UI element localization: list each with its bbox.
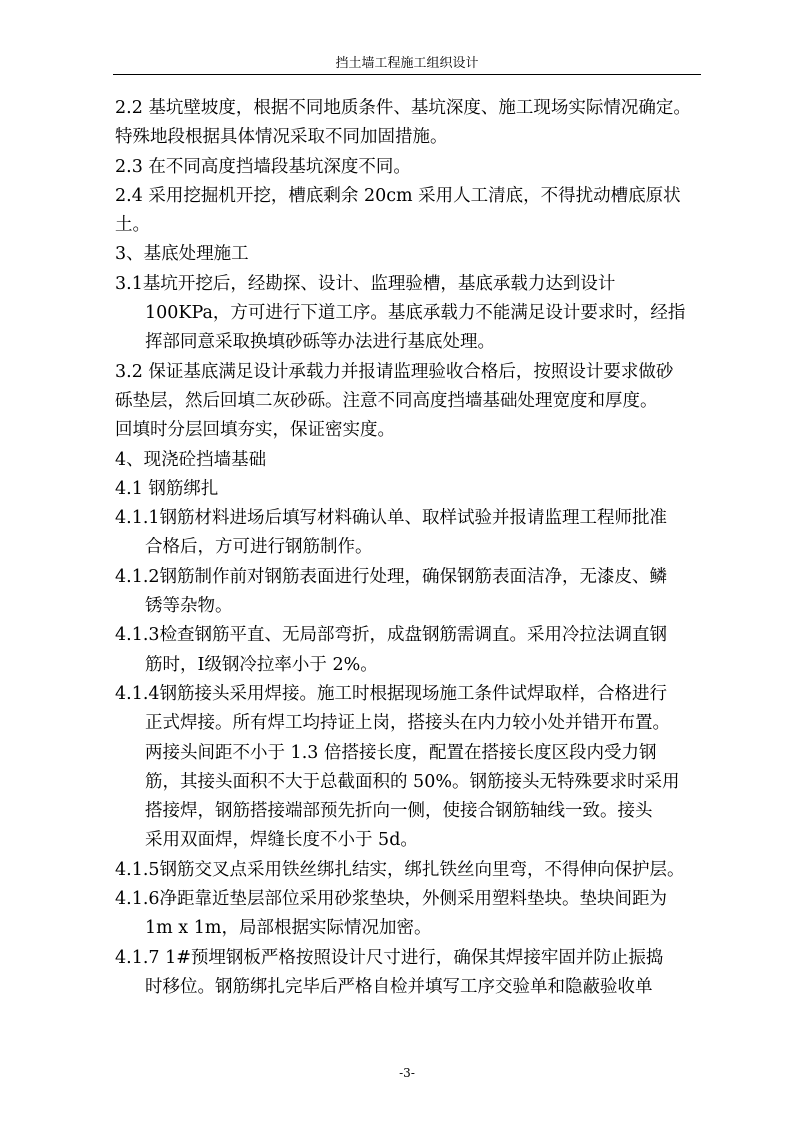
page-number: -3- [399,1066,415,1080]
paragraph-line: 搭接焊，钢筋搭接端部预先折向一侧，使接合钢筋轴线一致。接头 [145,801,653,822]
paragraph-line: 2.4 采用挖掘机开挖，槽底剩余 20cm 采用人工清底，不得扰动槽底原状 [115,185,681,206]
paragraph-line: 4.1.3检查钢筋平直、无局部弯折，成盘钢筋需调直。采用冷拉法调直钢 [115,625,668,646]
header-divider [113,74,701,75]
paragraph-line: 合格后，方可进行钢筋制作。 [145,537,373,558]
paragraph-line: 土。 [115,215,150,236]
paragraph-line: 筋时，Ⅰ级钢冷拉率小于 2%。 [145,654,378,675]
paragraph-line: 时移位。钢筋绑扎完毕后严格自检并填写工序交验单和隐蔽验收单 [145,976,653,997]
section-heading: 3、基底处理施工 [115,244,249,265]
paragraph-line: 4.1.2钢筋制作前对钢筋表面进行处理，确保钢筋表面洁净，无漆皮、鳞 [115,566,668,587]
document-body [115,94,699,1002]
paragraph-line: 3.1基坑开挖后，经勘探、设计、监理验槽，基底承载力达到设计 [115,273,616,294]
paragraph-line: 2.3 在不同高度挡墙段基坑深度不同。 [115,156,411,177]
paragraph-line: 4.1.1钢筋材料进场后填写材料确认单、取样试验并报请监理工程师批准 [115,508,668,529]
paragraph-line: 筋，其接头面积不大于总截面积的 50%。钢筋接头无特殊要求时采用 [145,771,680,792]
paragraph-line: 4.1.4钢筋接头采用焊接。施工时根据现场施工条件试焊取样，合格进行 [115,683,668,704]
paragraph-line: 特殊地段根据具体情况采取不同加固措施。 [115,127,448,148]
page-header-title: 挡土墙工程施工组织设计 [335,56,479,71]
paragraph-line: 挥部同意采取换填砂砾等办法进行基底处理。 [145,332,495,353]
paragraph-line: 3.2 保证基底满足设计承载力并报请监理验收合格后，按照设计要求做砂 [115,361,674,382]
paragraph-line: 正式焊接。所有焊工均持证上岗，搭接头在内力较小处并错开布置。 [145,713,670,734]
paragraph-line: 1m x 1m，局部根据实际情况加密。 [145,918,432,939]
paragraph-line: 4.1.7 1#预埋钢板严格按照设计尺寸进行，确保其焊接牢固并防止振捣 [115,947,664,968]
paragraph-line: 4.1.6净距靠近垫层部位采用砂浆垫块，外侧采用塑料垫块。垫块间距为 [115,889,668,910]
paragraph-line: 4.1.5钢筋交叉点采用铁丝绑扎结实，绑扎铁丝向里弯，不得伸向保护层。 [115,859,685,880]
paragraph-line: 2.2 基坑壁坡度，根据不同地质条件、基坑深度、施工现场实际情况确定。 [115,98,691,118]
subsection-heading: 4.1 钢筋绑扎 [115,478,219,499]
paragraph-line: 回填时分层回填夯实，保证密实度。 [115,420,395,441]
paragraph-line: 砾垫层，然后回填二灰砂砾。注意不同高度挡墙基础处理宽度和厚度。 [115,390,658,411]
paragraph-line: 采用双面焊，焊缝长度不小于 5d。 [145,830,418,851]
paragraph-line: 锈等杂物。 [145,596,233,617]
paragraph-line: 100KPa，方可进行下道工序。基底承载力不能满足设计要求时，经指 [145,303,686,324]
paragraph-line: 两接头间距不小于 1.3 倍搭接长度，配置在搭接长度区段内受力钢 [145,742,657,763]
section-heading: 4、现浇砼挡墙基础 [115,449,267,470]
